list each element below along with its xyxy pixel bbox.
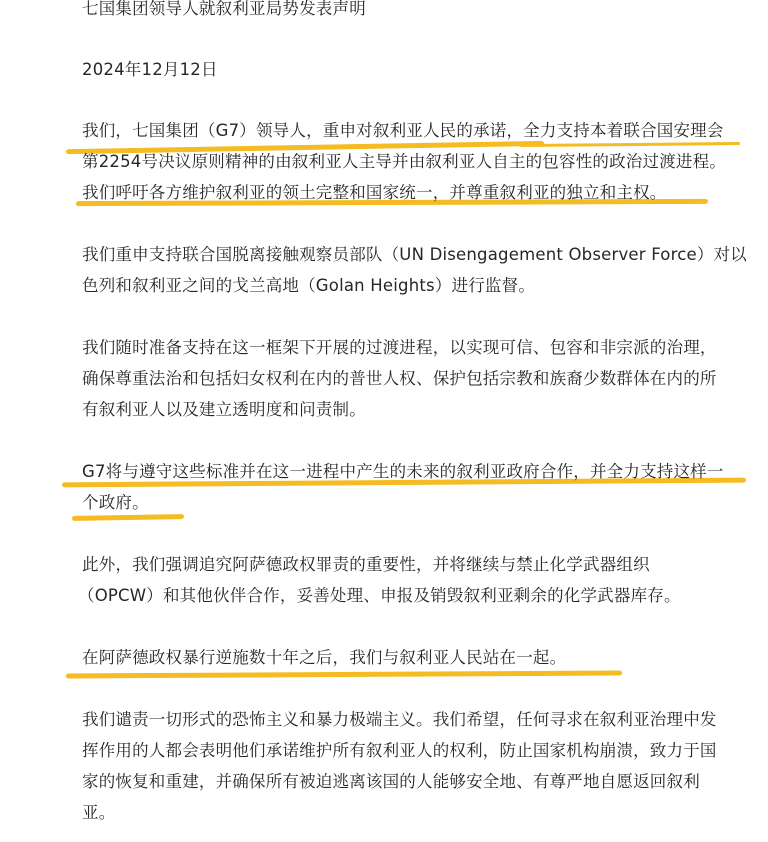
paragraph-4-line-1: G7将与遵守这些标准并在这一进程中产生的未来的叙利亚政府合作，并全力支持这样一 <box>82 462 724 481</box>
paragraph-7-line-2: 挥作用的人都会表明他们承诺维护所有叙利亚人的权利，防止国家机构崩溃，致力于国 <box>82 741 717 760</box>
paragraph-1-line-3: 我们呼吁各方维护叙利亚的领土完整和国家统一，并尊重叙利亚的独立和主权。 <box>82 183 667 202</box>
highlight-stroke <box>66 671 622 679</box>
paragraph-7-line-4: 亚。 <box>82 803 116 822</box>
paragraph-6-line-1: 在阿萨德政权暴行逆施数十年之后，我们与叙利亚人民站在一起。 <box>82 648 567 667</box>
paragraph-1-line-2: 第2254号决议原则精神的由叙利亚人主导并由叙利亚人自主的包容性的政治过渡进程。 <box>82 152 726 171</box>
paragraph-4-line-2: 个政府。 <box>82 493 149 512</box>
paragraph-5-line-1: 此外，我们强调追究阿萨德政权罪责的重要性，并将继续与禁止化学武器组织 <box>82 555 650 574</box>
statement-date: 2024年12月12日 <box>82 60 218 79</box>
paragraph-1-line-1: 我们，七国集团（G7）领导人，重申对叙利亚人民的承诺，全力支持本着联合国安理会 <box>82 121 724 140</box>
paragraph-2-line-2: 色列和叙利亚之间的戈兰高地（Golan Heights）进行监督。 <box>82 276 536 295</box>
statement-title: 七国集团领导人就叙利亚局势发表声明 <box>82 0 366 18</box>
paragraph-5-line-2: （OPCW）和其他伙伴合作，妥善处理、申报及销毁叙利亚剩余的化学武器库存。 <box>78 586 681 605</box>
paragraph-7-line-1: 我们谴责一切形式的恐怖主义和暴力极端主义。我们希望，任何寻求在叙利亚治理中发 <box>82 710 717 729</box>
paragraph-3-line-2: 确保尊重法治和包括妇女权利在内的普世人权、保护包括宗教和族裔少数群体在内的所 <box>82 369 717 388</box>
highlight-stroke <box>520 142 740 147</box>
paragraph-3-line-3: 有叙利亚人以及建立透明度和问责制。 <box>82 400 366 419</box>
highlight-stroke <box>72 514 184 521</box>
paragraph-2-line-1: 我们重申支持联合国脱离接触观察员部队（UN Disengagement Observer Force）对以 <box>82 245 747 264</box>
paragraph-3-line-1: 我们随时准备支持在这一框架下开展的过渡进程，以实现可信、包容和非宗派的治理， <box>82 338 717 357</box>
paragraph-7-line-3: 家的恢复和重建，并确保所有被迫逃离该国的人能够安全地、有尊严地自愿返回叙利 <box>82 772 700 791</box>
